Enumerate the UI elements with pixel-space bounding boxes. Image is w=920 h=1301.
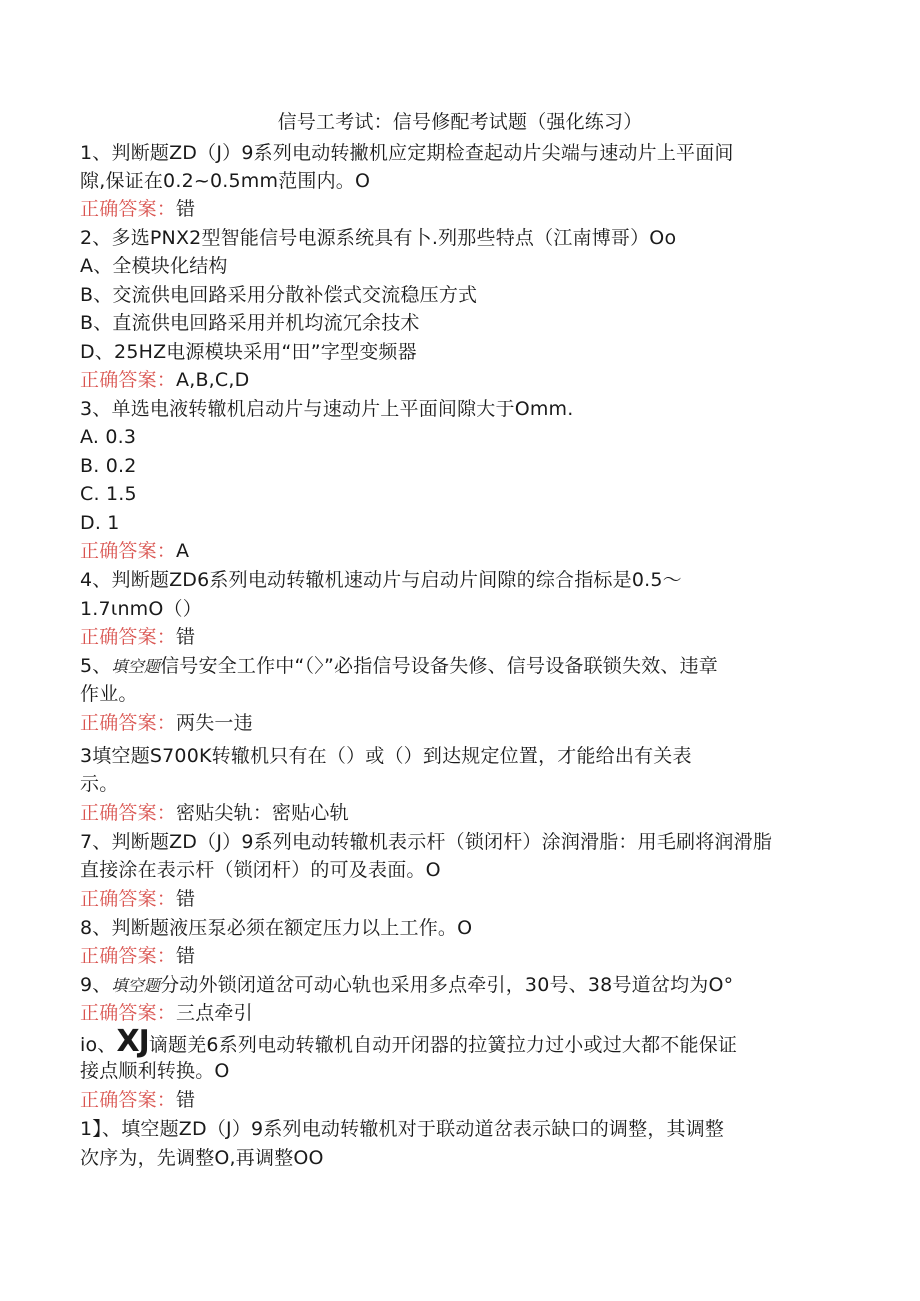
q5-text-rest: 信号安全工作中“（〉”必指信号设备失修、信号设备联锁失效、违章	[160, 655, 718, 677]
q10-text-line1	[80, 1024, 738, 1059]
q7-text-line1: 7、判断题ZD（J）9系列电动转辙机表示杆（锁闭杆）涂润滑脂：用毛刷将润滑脂	[80, 831, 773, 853]
answer-value: 错	[176, 888, 196, 910]
q2-option: B、交流供电回路采用分散补偿式交流稳压方式	[80, 284, 478, 306]
q7-text-line2: 直接涂在表示杆（锁闭杆）的可及表面。O	[80, 859, 441, 881]
answer-label: 正确答案：	[80, 1089, 177, 1111]
q5-answer	[80, 710, 253, 736]
q1-text-line1: 1、判断题ZD（J）9系列电动转撇机应定期检查起动片尖端与速动片上平面间	[80, 142, 734, 164]
answer-value: 错	[176, 198, 196, 220]
q8-answer	[80, 943, 195, 969]
q10-text-line2: 接点顺利转换。O	[80, 1060, 230, 1082]
q1-text-line2: 隙,保证在0.2~0.5mm范围内。O	[80, 170, 371, 192]
q2-text-line1: 2、多选PNX2型智能信号电源系统具有卜.列那些特点（江南博哥）Oo	[80, 227, 677, 249]
q9-text-line1	[80, 972, 733, 999]
answer-label: 正确答案：	[80, 802, 177, 824]
answer-value: 错	[176, 626, 196, 648]
q5-prefix: 5、	[80, 655, 112, 677]
q6-text-line1: 3填空题S700K转辙机只有在（）或（）到达规定位置，才能给出有关表	[80, 745, 692, 767]
page-title: 信号工考试：信号修配考试题（强化练习）	[277, 111, 643, 133]
answer-value: 两失一违	[176, 712, 253, 734]
q5-text-line1	[80, 653, 718, 680]
q2-answer	[80, 367, 249, 393]
answer-label: 正确答案：	[80, 712, 177, 734]
answer-label: 正确答案：	[80, 626, 177, 648]
q9-text-rest: 分动外锁闭道岔可动心轨也采用多点牵引，30号、38号道岔均为O°	[160, 974, 734, 996]
q8-text-line1: 8、判断题液压泵必须在额定压力以上工作。O	[80, 917, 473, 939]
q2-option: A、全模块化结构	[80, 255, 228, 277]
answer-label: 正确答案：	[80, 369, 177, 391]
q4-text-line1: 4、判断题ZD6系列电动转辙机速动片与启动片间隙的综合指标是0.5〜	[80, 569, 682, 591]
q3-option: C. 1.5	[80, 483, 137, 505]
q3-option: B. 0.2	[80, 455, 137, 477]
q2-option: B、直流供电回路采用并机均流冗余技术	[80, 312, 420, 334]
q10-answer	[80, 1087, 195, 1113]
answer-label: 正确答案：	[80, 1002, 177, 1024]
answer-label: 正确答案：	[80, 945, 177, 967]
q5-text-line2: 作业。	[80, 683, 138, 705]
q5-type-tag: 填空题	[111, 657, 161, 676]
answer-label: 正确答案：	[80, 198, 177, 220]
q7-answer	[80, 886, 195, 912]
q3-option: A. 0.3	[80, 426, 137, 448]
q4-answer	[80, 624, 195, 650]
answer-label: 正确答案：	[80, 888, 177, 910]
q11-text-line1: 1】、填空题ZD（J）9系列电动转辙机对于联动道岔表示缺口的调整，其调整	[80, 1118, 725, 1140]
answer-value: 三点牵引	[176, 1002, 253, 1024]
q11-text-line2: 次序为，先调整O,再调整OO	[80, 1147, 324, 1169]
answer-value: A,B,C,D	[176, 369, 250, 391]
answer-value: 错	[176, 1089, 196, 1111]
answer-label: 正确答案：	[80, 540, 177, 562]
q9-prefix: 9、	[80, 974, 112, 996]
answer-value: 错	[176, 945, 196, 967]
q3-answer	[80, 538, 189, 564]
q3-option: D. 1	[80, 512, 120, 534]
q1-answer	[80, 196, 195, 222]
q10-prefix: io、	[80, 1034, 117, 1056]
q10-garbled-mark: XJ	[116, 1024, 149, 1059]
q10-text-rest: 谪题羌6系列电动转辙机自动开闭器的拉簧拉力过小或过大都不能保证	[148, 1034, 738, 1056]
answer-value: 密贴尖轨：密贴心轨	[176, 802, 349, 824]
q6-answer	[80, 800, 349, 826]
answer-value: A	[176, 540, 190, 562]
q3-text-line1: 3、单选电液转辙机启动片与速动片上平面间隙大于Omm.	[80, 398, 574, 420]
q9-answer	[80, 1000, 253, 1026]
q2-option: D、25HZ电源模块采用“田”字型变频器	[80, 341, 417, 363]
q4-text-line2: 1.7ιnmO（）	[80, 598, 202, 620]
q9-type-tag: 填空题	[111, 976, 161, 995]
q6-text-line2: 示。	[80, 773, 119, 795]
